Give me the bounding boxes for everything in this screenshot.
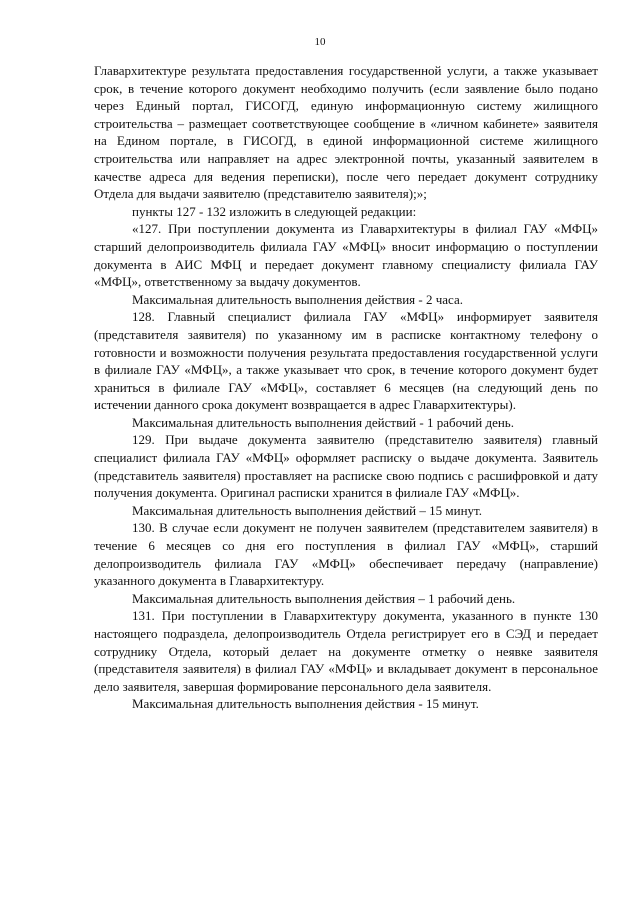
paragraph-duration-127: Максимальная длительность выполнения действия - 2 часа.	[132, 291, 463, 307]
paragraph-item-127: «127. При поступлении документа из Главархитектуры в филиал ГАУ «МФЦ» старший делопроизводитель филиала ГАУ «МФЦ» вносит информацию о поступлении документа в АИС МФЦ и передает документ главному специалисту филиала ГАУ «МФЦ», ответственному за выдачу документов.	[94, 221, 598, 290]
paragraph-duration-131: Максимальная длительность выполнения действия - 15 минут.	[132, 696, 479, 712]
paragraph-item-129: 129. При выдаче документа заявителю (представителю заявителя) главный специалист филиала ГАУ «МФЦ» оформляет расписку о выдаче документа. Заявитель (представитель заявителя) проставляет на расписке свою подпись с расшифровкой и дату получения документа. Оригинал расписки хранится в филиале ГАУ «МФЦ».	[94, 432, 598, 501]
paragraph-duration-130: Максимальная длительность выполнения действия – 1 рабочий день.	[132, 590, 516, 606]
paragraph-item-130: 130. В случае если документ не получен заявителем (представителем заявителя) в течение 6 месяцев со дня его поступления в филиал ГАУ «МФЦ», старший делопроизводитель филиала ГАУ «МФЦ» обеспечивает передачу (направление) указанного документа в Главархитектуру.	[94, 520, 598, 589]
paragraph-amendment-intro: пункты 127 - 132 изложить в следующей редакции:	[132, 203, 417, 219]
paragraph-continuation: Главархитектуре результата предоставления государственной услуги, а также указывает срок, в течение которого документ необходимо получить (если заявление было подано через Единый портал, ГИСОГД, единую информационную систему жилищного строительства – размещает соответствующее сообщение в «личном кабинете» заявителя на Едином портале, в ГИСОГД, в единой информационной системе жилищного строительства или направляет на адрес электронной почты, указанный заявителем в качестве адреса для ведения переписки), после чего передает документ сотруднику Отдела для выдачи заявителю (представителю заявителя);»;	[94, 63, 598, 202]
paragraph-duration-129: Максимальная длительность выполнения действий – 15 минут.	[132, 502, 482, 518]
page-number: 10	[314, 36, 326, 48]
paragraph-item-131: 131. При поступлении в Главархитектуру документа, указанного в пункте 130 настоящего подраздела, делопроизводитель Отдела регистрирует его в СЭД и передает сотруднику Отдела, который делает на документе отметку о неявке заявителя (представителя заявителя) в филиал ГАУ «МФЦ» и вкладывает документ в персональное дело заявителя, завершая формирование персонального дела заявителя.	[94, 608, 598, 694]
paragraph-duration-128: Максимальная длительность выполнения действий - 1 рабочий день.	[132, 414, 514, 430]
paragraph-item-128: 128. Главный специалист филиала ГАУ «МФЦ» информирует заявителя (представителя заявителя) по указанному им в расписке контактному телефону о готовности и возможности получения результата предоставления государственной услуги в филиале ГАУ «МФЦ», а также указывает что срок, в течение которого документ будет храниться в филиале ГАУ «МФЦ», составляет 6 месяцев (на следующий день по истечении данного срока документ возвращается в адрес Главархитектуры).	[94, 309, 598, 413]
document-body	[94, 62, 598, 713]
